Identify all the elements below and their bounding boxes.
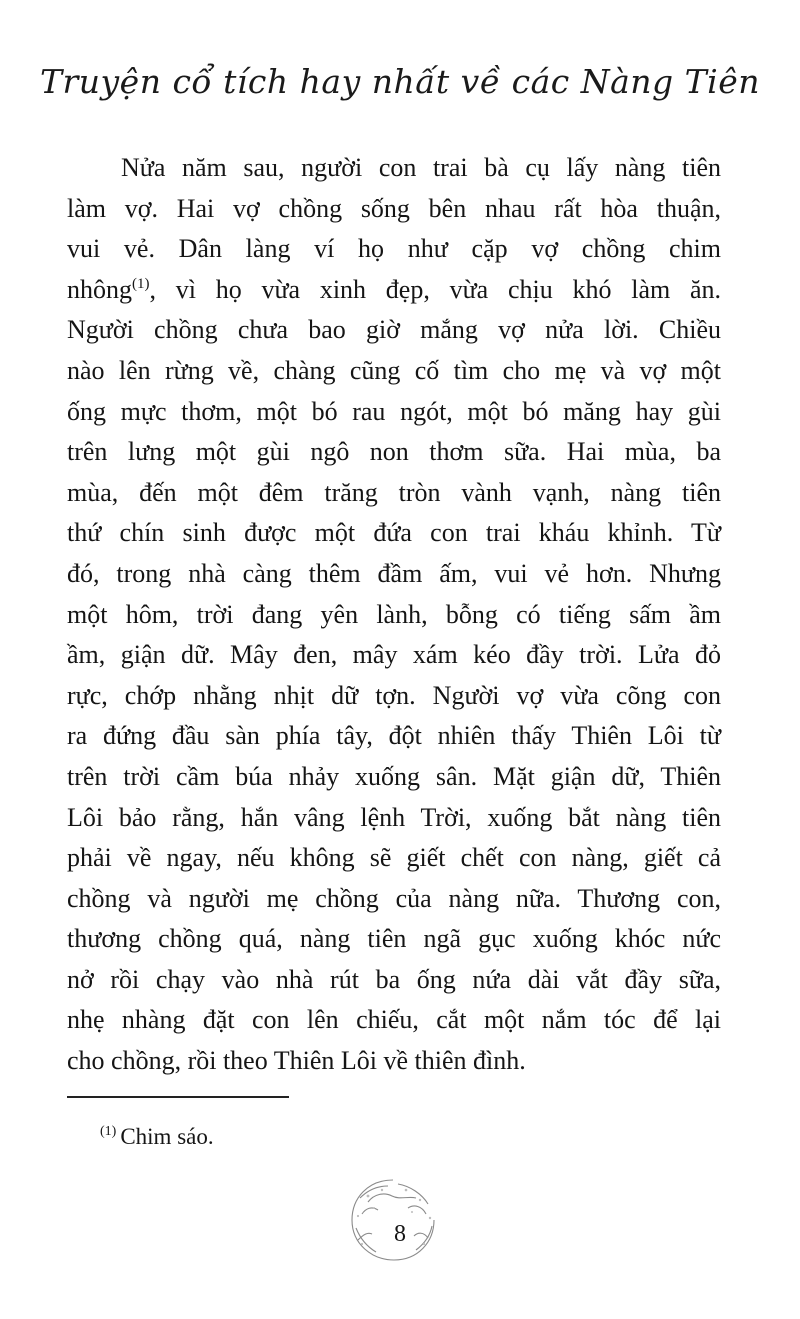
text-line: nở rồi chạy vào nhà rút ba ống nứa dài vắt đầy sữa, <box>67 964 721 994</box>
running-header: Truyện cổ tích hay nhất về các Nàng Tiên <box>39 62 761 101</box>
footnote-text: Chim sáo. <box>120 1124 214 1149</box>
text-line: nhẹ nhàng đặt con lên chiếu, cắt một nắm tóc để lại <box>67 1005 721 1035</box>
text-line: Người chồng chưa bao giờ mắng vợ nửa lời. Chiều <box>67 315 721 345</box>
page-ornament-icon <box>338 1168 448 1268</box>
text-line: ra đứng đầu sàn phía tây, đột nhiên thấy Thiên Lôi từ <box>67 721 721 751</box>
text-line: phải về ngay, nếu không sẽ giết chết con nàng, giết cả <box>67 843 721 873</box>
text-line: chồng và người mẹ chồng của nàng nữa. Thương con, <box>67 883 721 913</box>
text-line: thương chồng quá, nàng tiên ngã gục xuống khóc nức <box>67 924 721 954</box>
text-line: vui vẻ. Dân làng ví họ như cặp vợ chồng chim <box>67 234 721 264</box>
text-line: ầm, giận dữ. Mây đen, mây xám kéo đầy trời. Lửa đỏ <box>67 640 721 670</box>
text-line: Lôi bảo rằng, hắn vâng lệnh Trời, xuống bắt nàng tiên <box>67 802 721 832</box>
text-line: trên lưng một gùi ngô non thơm sữa. Hai mùa, ba <box>67 437 721 467</box>
body-paragraph <box>67 148 721 1082</box>
text-line: đó, trong nhà càng thêm đầm ấm, vui vẻ hơn. Nhưng <box>67 558 721 588</box>
footnote-marker: (1) <box>100 1124 117 1139</box>
text-line: cho chồng, rồi theo Thiên Lôi về thiên đình. <box>67 1046 526 1076</box>
text-line: rực, chớp nhằng nhịt dữ tợn. Người vợ vừa cõng con <box>67 680 721 710</box>
footnote-reference: (1) <box>132 275 150 292</box>
text-line: ống mực thơm, một bó rau ngót, một bó măng hay gùi <box>67 396 721 426</box>
text-fragment: nhông <box>67 274 132 304</box>
footnote-divider <box>67 1096 289 1098</box>
text-line: làm vợ. Hai vợ chồng sống bên nhau rất hòa thuận, <box>67 193 721 223</box>
text-line: mùa, đến một đêm trăng tròn vành vạnh, nàng tiên <box>67 477 721 507</box>
text-fragment: , vì họ vừa xinh đẹp, vừa chịu khó làm ăn. <box>149 274 721 304</box>
text-line <box>67 270 721 311</box>
page-number: 8 <box>394 1221 406 1247</box>
text-line: một hôm, trời đang yên lành, bỗng có tiếng sấm ầm <box>67 599 721 629</box>
text-line: Nửa năm sau, người con trai bà cụ lấy nàng tiên <box>121 153 721 182</box>
footnote <box>100 1124 214 1150</box>
text-line: nào lên rừng về, chàng cũng cố tìm cho mẹ và vợ một <box>67 355 721 385</box>
text-line: thứ chín sinh được một đứa con trai kháu khỉnh. Từ <box>67 518 721 548</box>
text-line: trên trời cầm búa nhảy xuống sân. Mặt giận dữ, Thiên <box>67 761 721 791</box>
